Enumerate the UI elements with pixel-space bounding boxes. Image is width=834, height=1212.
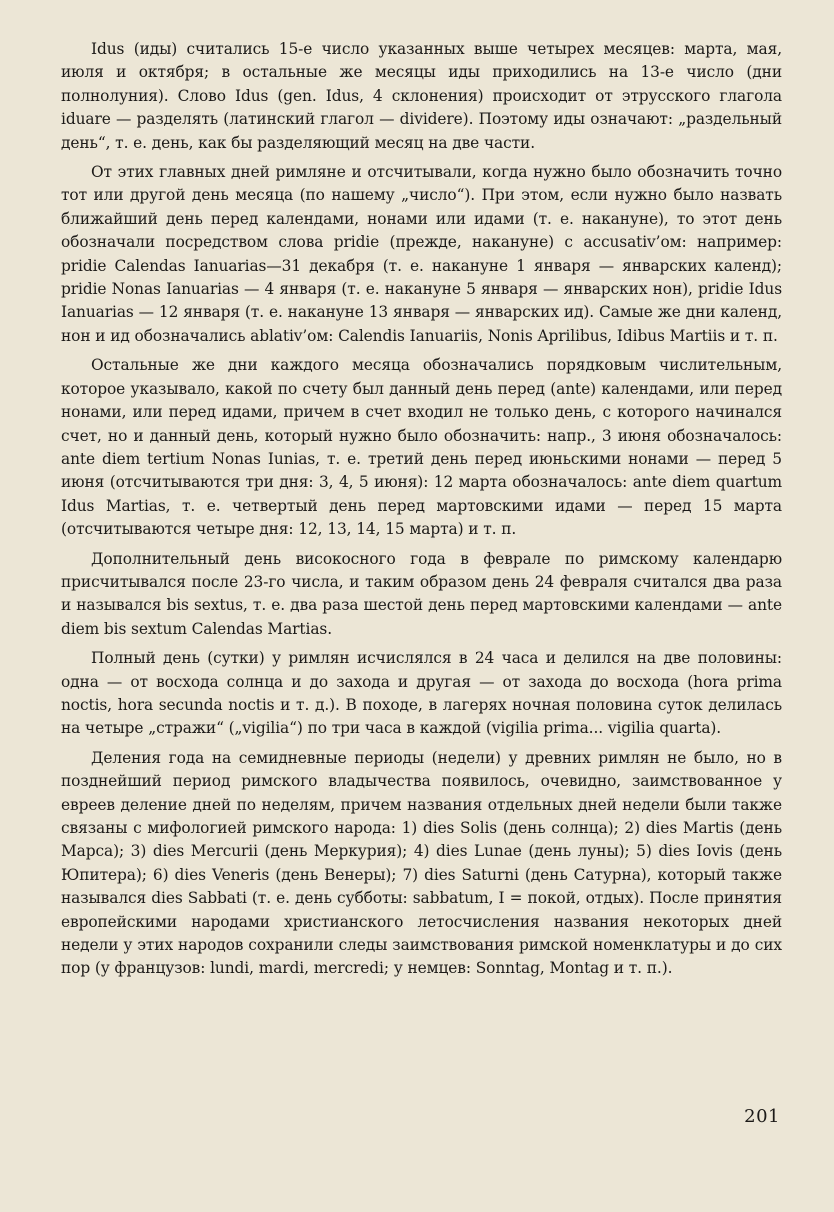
paragraph-idus: Idus (иды) считались 15-е число указанных выше четырех месяцев: марта, мая, июля и октября; в остальные же месяцы иды приходились на 13-е число (дни полнолуния). Слово Idus (gen. Idus, 4 склонения) происходит от этрусского глагола iduare — разделять (латинский глагол — dividere). Поэтому иды означают: „раздельный день“, т. е. день, как бы разделяющий месяц на две части. <box>61 40 782 152</box>
paragraph-ordinal-days: Остальные же дни каждого месяца обозначались порядковым числительным, которое указывало, какой по счету был данный день перед (ante) календами, или перед нонами, или перед идами, причем в счет входил не только день, с которого начинался счет, но и данный день, который нужно было обозначить: напр., 3 июня обозначалось: ante diem tertium Nonas Iunias, т. е. третий день перед июньскими нонами — перед 5 июня (отсчитываются три дня: 3, 4, 5 июня): 12 марта обозначалось: ante diem quartum Idus Martias, т. е. четвертый день перед мартовскими идами — перед 15 марта (отсчитываются четыре дня: 12, 13, 14, 15 марта) и т. п. <box>61 356 782 539</box>
page-number: 201 <box>744 1106 780 1127</box>
paragraph-week-days: Деления года на семидневные периоды (недели) у древних римлян не было, но в позднейший период римского владычества появилось, очевидно, заимствованное у евреев деление дней по неделям, причем названия отдельных дней недели были также связаны с мифологией римского народа: 1) dies Solis (день солнца); 2) dies Martis (день Марса); 3) dies Mercurii (день Меркурия); 4) dies Lunae (день луны); 5) dies Iovis (день Юпитера); 6) dies Veneris (день Венеры); 7) dies Saturni (день Сатурна), который также назывался dies Sabbati (т. е. день субботы: sabbatum, I = покой, отдых). После принятия европейскими народами христианского летосчисления названия некоторых дней недели у этих народов сохранили следы заимствования римской номенклатуры и до сих пор (у французов: lundi, mardi, mercredi; у немцев: Sonntag, Montag и т. п.). <box>61 748 782 978</box>
paragraph-leap-year: Дополнительный день високосного года в феврале по римскому календарю присчитывался после 23-го числа, и таким образом день 24 февраля считался два раза и назывался bis sextus, т. е. два раза шестой день перед мартовскими календами — ante diem bis sextum Calendas Martias. <box>61 549 782 638</box>
paragraph-full-day: Полный день (сутки) у римлян исчислялся в 24 часа и делился на две половины: одна — от восхода солнца и до захода и другая — от захода до восхода (hora prima noctis, hora secunda noctis и т. д.). В походе, в лагерях ночная половина суток делилась на четыре „стражи“ („vigilia“) по три часа в каждой (vigilia prima... vigilia quarta). <box>61 649 782 738</box>
paragraph-counting-days: От этих главных дней римляне и отсчитывали, когда нужно было обозначить точно тот или другой день месяца (по нашему „число“). При этом, если нужно было назвать ближайший день перед календами, нонами или идами (т. е. накануне), то этот день обозначали посредством слова pridie (прежде, накануне) с accusativ’ом: например: pridie Calendas Ianuarias—31 декабря (т. е. накануне 1 января — январских календ); pridie Nonas Ianuarias — 4 января (т. е. накануне 5 января — январских нон), pridie Idus Ianuarias — 12 января (т. е. накануне 13 января — январских ид). Самые же дни календ, нон и ид обозначались ablativ’ом: Calendis Ianuariis, Nonis Aprilibus, Idibus Martiis и т. п. <box>61 163 782 345</box>
